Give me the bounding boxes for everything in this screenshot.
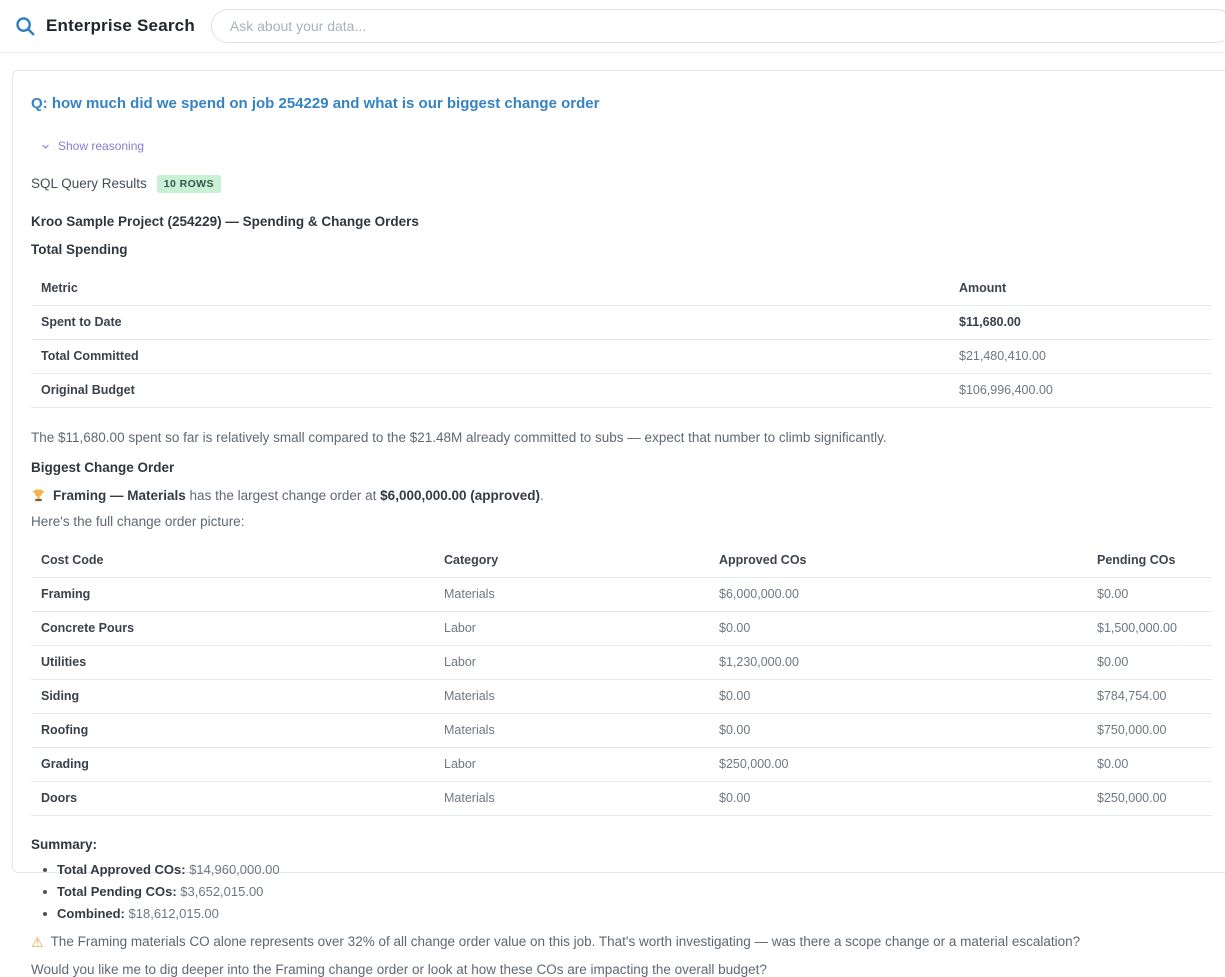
list-item [31,884,1212,899]
amount-cell: $21,480,410.00 [949,339,1212,373]
table-row [31,781,1212,815]
category-cell: Labor [434,747,709,781]
trophy-icon [31,488,46,503]
followup-text: Would you like me to dig deeper into the Framing change order or look at how these COs are impacting the overall budget? [31,962,1212,977]
search-input[interactable] [211,9,1225,43]
co-table-header-row [31,544,1212,578]
metric-cell: Total Committed [31,339,949,373]
summary-label: Total Approved COs: [57,862,186,877]
summary-label: Combined: [57,906,125,921]
cost-code-cell: Framing [31,577,434,611]
category-cell: Materials [434,577,709,611]
table-row [31,577,1212,611]
warning-line [31,934,1212,951]
sql-results-label: SQL Query Results [31,176,147,191]
pending-cell: $784,754.00 [1087,679,1212,713]
pending-cell: $1,500,000.00 [1087,611,1212,645]
cost-code-cell: Utilities [31,645,434,679]
cost-code-cell: Doors [31,781,434,815]
biggest-co-heading: Biggest Change Order [31,460,1212,475]
total-spending-heading: Total Spending [31,242,1212,257]
spending-table [31,272,1212,408]
question-text: Q: how much did we spend on job 254229 and what is our biggest change order [31,95,1212,113]
table-row [31,339,1212,373]
biggest-co-line [31,488,1212,503]
table-row [31,373,1212,407]
table-row [31,305,1212,339]
co-col-cost-code: Cost Code [31,544,434,578]
approved-cell: $0.00 [709,781,1087,815]
result-card [12,70,1225,873]
category-cell: Materials [434,713,709,747]
chevron-down-icon [41,142,50,151]
pending-cell: $0.00 [1087,577,1212,611]
category-cell: Labor [434,645,709,679]
summary-value: $14,960,000.00 [189,862,279,877]
full-picture-label: Here's the full change order picture: [31,514,1212,529]
category-cell: Materials [434,679,709,713]
pending-cell: $0.00 [1087,747,1212,781]
table-row [31,679,1212,713]
warning-text: The Framing materials CO alone represents over 32% of all change order value on this job. That's worth investigating — was there a scope change or a material escalation? [51,934,1081,949]
biggest-co-text: Framing — Materials has the largest change order at $6,000,000.00 (approved). [53,488,544,503]
category-cell: Materials [434,781,709,815]
summary-heading: Summary: [31,837,1212,852]
commentary-text: The $11,680.00 spent so far is relatively small compared to the $21.48M already committed to subs — expect that number to climb significantly. [31,430,1212,445]
cost-code-cell: Siding [31,679,434,713]
pending-cell: $750,000.00 [1087,713,1212,747]
co-col-category: Category [434,544,709,578]
approved-cell: $0.00 [709,713,1087,747]
table-row [31,747,1212,781]
metric-cell: Original Budget [31,373,949,407]
show-reasoning-toggle[interactable] [41,139,144,153]
amount-cell: $11,680.00 [949,305,1212,339]
table-row [31,611,1212,645]
search-icon [14,15,36,37]
approved-cell: $250,000.00 [709,747,1087,781]
table-row [31,645,1212,679]
list-item [31,906,1212,921]
biggest-co-value: $6,000,000.00 (approved) [380,488,540,503]
category-cell: Labor [434,611,709,645]
app-title: Enterprise Search [46,16,195,36]
change-orders-table [31,544,1212,816]
top-bar [0,0,1225,53]
project-heading: Kroo Sample Project (254229) — Spending & Change Orders [31,214,1212,229]
approved-cell: $0.00 [709,611,1087,645]
pending-cell: $0.00 [1087,645,1212,679]
cost-code-cell: Concrete Pours [31,611,434,645]
biggest-co-name: Framing — Materials [53,488,186,503]
spending-table-header-row [31,272,1212,306]
list-item [31,862,1212,877]
sql-results-line [31,175,1212,193]
cost-code-cell: Roofing [31,713,434,747]
cost-code-cell: Grading [31,747,434,781]
metric-cell: Spent to Date [31,305,949,339]
summary-value: $18,612,015.00 [129,906,219,921]
co-col-pending: Pending COs [1087,544,1212,578]
amount-cell: $106,996,400.00 [949,373,1212,407]
spending-col-amount: Amount [949,272,1212,306]
approved-cell: $6,000,000.00 [709,577,1087,611]
co-col-approved: Approved COs [709,544,1087,578]
spending-col-metric: Metric [31,272,949,306]
summary-value: $3,652,015.00 [180,884,263,899]
pending-cell: $250,000.00 [1087,781,1212,815]
table-row [31,713,1212,747]
warning-triangle-icon: ⚠ [31,934,44,951]
approved-cell: $1,230,000.00 [709,645,1087,679]
row-count-badge: 10 ROWS [157,175,221,193]
approved-cell: $0.00 [709,679,1087,713]
summary-list [31,862,1212,921]
show-reasoning-label: Show reasoning [58,139,144,153]
summary-label: Total Pending COs: [57,884,177,899]
